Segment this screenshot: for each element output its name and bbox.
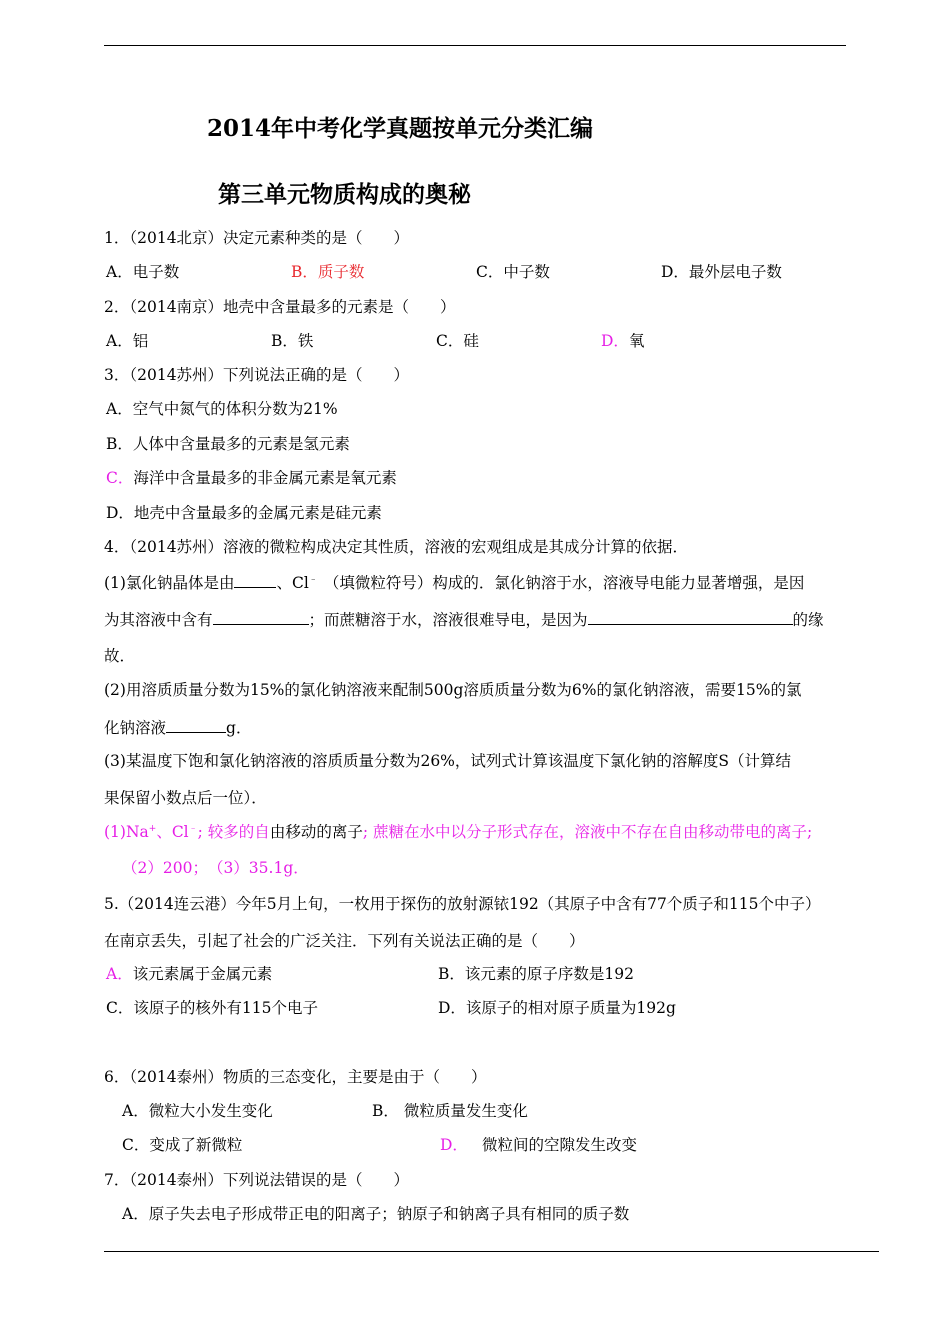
q4-answer-part-e: ; 蔗糖在水中以分子形式存在，溶液中不存在自由移动带电的离子; bbox=[362, 823, 813, 841]
q1-option-b-answer: B．质子数 bbox=[291, 263, 365, 281]
q1-option-a: A．电子数 bbox=[106, 263, 180, 281]
q5-stem-line1: 5.（2014连云港）今年5月上旬，一枚用于探伤的放射源铱192（其原子中含有77个质子和115个中子） bbox=[104, 895, 821, 913]
q6-option-d-text: 微粒间的空隙发生改变 bbox=[481, 1136, 637, 1154]
q4-blank-2 bbox=[213, 609, 309, 625]
q4-answer-line2: （2）200； （3）35.1g． bbox=[122, 859, 309, 877]
q3-option-c-text: 海洋中含量最多的非金属元素是氧元素 bbox=[133, 469, 397, 487]
q3-option-d: D．地壳中含量最多的金属元素是硅元素 bbox=[106, 504, 382, 522]
q5-option-b: B．该元素的原子序数是192 bbox=[438, 965, 634, 983]
q5-option-a-letter: A． bbox=[106, 965, 133, 983]
q6-option-d bbox=[440, 1135, 637, 1155]
q4-answer-na: (1)Na bbox=[104, 823, 149, 841]
q4-answer-sup1: + bbox=[148, 823, 157, 834]
q3-option-c-letter: C． bbox=[106, 469, 134, 487]
q4-part1-text-b: 、Cl bbox=[276, 574, 309, 592]
q4-answer-part-d: 由移动的离子 bbox=[269, 823, 363, 841]
q4-answer-part-c: ; 较多的自 bbox=[197, 823, 270, 841]
q6-stem: 6．（2014泰州）物质的三态变化，主要是由于（ ） bbox=[104, 1068, 487, 1086]
q2-option-d bbox=[601, 331, 644, 351]
q2-option-d-text: 氧 bbox=[628, 332, 645, 350]
q4-part1-line3: 故． bbox=[104, 647, 136, 665]
q3-option-b: B．人体中含量最多的元素是氢元素 bbox=[106, 435, 350, 453]
q4-part2-text-b: 化钠溶液 bbox=[104, 719, 167, 737]
unit-title: 第三单元物质构成的奥秘 bbox=[218, 181, 471, 208]
q4-part2-line2 bbox=[104, 717, 251, 738]
q2-option-c: C．硅 bbox=[436, 332, 479, 350]
q4-part1-text-c: （填微粒符号）构成的．氯化钠溶于水，溶液导电能力显著增强，是因 bbox=[323, 574, 805, 592]
q2-option-d-letter: D． bbox=[601, 332, 629, 350]
q4-answer-sup2: ﹣ bbox=[188, 823, 198, 834]
q7-option-a: A．原子失去电子形成带正电的阳离子；钠原子和钠离子具有相同的质子数 bbox=[122, 1205, 630, 1223]
q5-option-d: D．该原子的相对原子质量为192g bbox=[438, 999, 676, 1017]
q4-part1-text-e: ；而蔗糖溶于水，溶液很难导电，是因为 bbox=[308, 611, 588, 629]
q4-answer-cl: 、Cl bbox=[156, 823, 189, 841]
q4-part1-text-f: 的缘 bbox=[792, 611, 824, 629]
q4-answer-line1 bbox=[104, 822, 812, 842]
q6-option-d-letter: D． bbox=[440, 1136, 468, 1154]
q4-blank-4 bbox=[166, 717, 226, 733]
q1-option-c: C．中子数 bbox=[476, 263, 550, 281]
q2-option-a: A．铝 bbox=[106, 332, 149, 350]
q1-stem: 1．（2014北京）决定元素种类的是（ ） bbox=[104, 229, 410, 247]
q4-stem: 4．（2014苏州）溶液的微粒构成决定其性质，溶液的宏观组成是其成分计算的依据． bbox=[104, 538, 689, 556]
footer-rule bbox=[104, 1251, 879, 1252]
q4-part3-line1: (3)某温度下饱和氯化钠溶液的溶质质量分数为26%，试列式计算该温度下氯化钠的溶解度S（计算结 bbox=[104, 752, 792, 770]
q4-blank-1 bbox=[234, 572, 276, 588]
q4-part3-line2: 果保留小数点后一位）． bbox=[104, 789, 267, 807]
q7-stem: 7．（2014泰州）下列说法错误的是（ ） bbox=[104, 1171, 410, 1189]
q3-option-c bbox=[106, 468, 397, 488]
q1-option-d: D．最外层电子数 bbox=[661, 263, 782, 281]
q5-option-c: C．该原子的核外有115个电子 bbox=[106, 999, 318, 1017]
q2-option-b: B．铁 bbox=[271, 332, 314, 350]
q4-part1-line1 bbox=[104, 572, 804, 593]
q6-option-b: B． 微粒质量发生变化 bbox=[372, 1102, 528, 1120]
q5-option-a bbox=[106, 964, 272, 984]
q4-part1-line2 bbox=[104, 609, 824, 630]
q2-stem: 2．（2014南京）地壳中含量最多的元素是（ ） bbox=[104, 298, 456, 316]
q3-option-a: A．空气中氮气的体积分数为21% bbox=[106, 400, 338, 418]
q4-part2-text-c: g． bbox=[226, 719, 252, 737]
header-rule bbox=[104, 45, 846, 46]
q4-part1-text-a: (1)氯化钠晶体是由 bbox=[104, 574, 235, 592]
q3-stem: 3．（2014苏州）下列说法正确的是（ ） bbox=[104, 366, 410, 384]
q6-option-a: A．微粒大小发生变化 bbox=[122, 1102, 273, 1120]
q6-option-c: C．变成了新微粒 bbox=[122, 1136, 243, 1154]
q4-part1-text-d: 为其溶液中含有 bbox=[104, 611, 213, 629]
q5-option-a-text: 该元素属于金属元素 bbox=[132, 965, 273, 983]
q5-stem-line2: 在南京丢失，引起了社会的广泛关注．下列有关说法正确的是（ ） bbox=[104, 932, 585, 950]
q4-part1-sup: ﹣ bbox=[308, 574, 318, 585]
document-title: 2014年中考化学真题按单元分类汇编 bbox=[207, 115, 594, 142]
q4-part2-line1: (2)用溶质质量分数为15%的氯化钠溶液来配制500g溶质质量分数为6%的氯化钠溶液，需要15%的氯 bbox=[104, 681, 802, 699]
q4-blank-3 bbox=[588, 609, 793, 625]
